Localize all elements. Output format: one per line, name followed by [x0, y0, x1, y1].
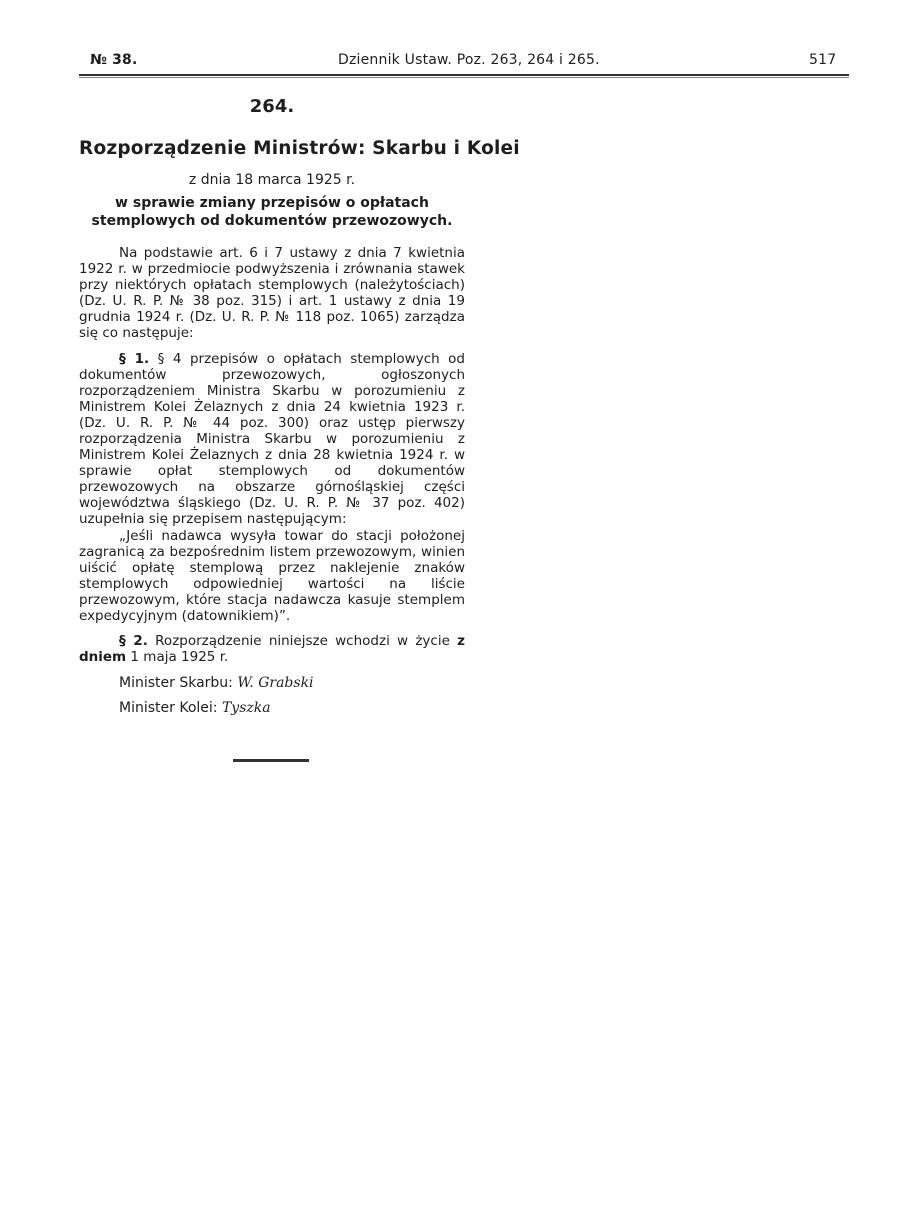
article-subject: w sprawie zmiany przepisów o opłatach stemplowych od dokumentów przewozowych.	[91, 195, 453, 229]
header-rule-thin	[79, 77, 849, 78]
section-1-text: § 4 przepisów o opłatach stemplowych od dokumentów przewozowych, ogłoszonych rozporządzeniem Ministra Skarbu w porozumieniu z Ministrem Kolei Żelaznych z dnia 24 kwietnia 1923 r. (Dz. U. R. P. № 44 poz. 300) oraz ustęp pierwszy rozporządzenia Ministra Skarbu w porozumieniu z Ministrem Kolei Żelaznych z dnia 28 kwietnia 1924 r. w sprawie opłat stemplowych od dokumentów przewozowych na obszarze górnośląskiej części województwa śląskiego (Dz. U. R. P. № 37 poz. 402) uzupełnia się przepisem następującym:	[79, 351, 465, 527]
signature-railways-role: Minister Kolei:	[119, 700, 218, 716]
signature-railways-name: Tyszka	[221, 700, 271, 716]
header-rule	[79, 74, 849, 76]
signature-railways	[79, 700, 505, 716]
journal-title: Dziennik Ustaw. Poz. 263, 264 i 265.	[338, 52, 600, 68]
signature-treasury-role: Minister Skarbu:	[119, 675, 233, 691]
article-number: 264.	[249, 96, 295, 117]
section-1-label: § 1.	[119, 351, 150, 367]
section-2-date-lead: z dniem	[79, 633, 465, 665]
section-1	[79, 351, 465, 527]
quoted-provision	[79, 528, 465, 624]
article-date: z dnia 18 marca 1925 r.	[188, 172, 356, 188]
page-header	[0, 52, 914, 74]
article-title: Rozporządzenie Ministrów: Skarbu i Kolei	[79, 138, 520, 159]
section-2-text: Rozporządzenie niniejsze wchodzi w życie	[155, 633, 450, 649]
quote-text: „Jeśli nadawca wysyła towar do stacji położonej zagranicą za bezpośrednim listem przewozowym, winien uiścić opłatę stemplową przez naklejenie znaków stemplowych odpowiedniej wartości na liście przewozowym, które stacja nadawcza kasuje stemplem expedycyjnym (datownikiem)”.	[79, 528, 465, 624]
end-rule	[233, 759, 309, 762]
page-number: 517	[809, 52, 837, 68]
issue-number: № 38.	[90, 52, 138, 68]
section-2-label: § 2.	[119, 633, 148, 649]
section-2	[79, 633, 465, 665]
intro-paragraph	[79, 245, 465, 341]
signature-treasury	[79, 675, 505, 691]
section-2-date: 1 maja 1925 r.	[130, 649, 229, 665]
intro-text: Na podstawie art. 6 i 7 ustawy z dnia 7 kwietnia 1922 r. w przedmiocie podwyższenia i zrównania stawek przy niektórych opłatach stemplowych (należytościach) (Dz. U. R. P. № 38 poz. 315) i art. 1 ustawy z dnia 19 grudnia 1924 r. (Dz. U. R. P. № 118 poz. 1065) zarządza się co następuje:	[79, 245, 465, 341]
signature-treasury-name: W. Grabski	[237, 675, 314, 691]
